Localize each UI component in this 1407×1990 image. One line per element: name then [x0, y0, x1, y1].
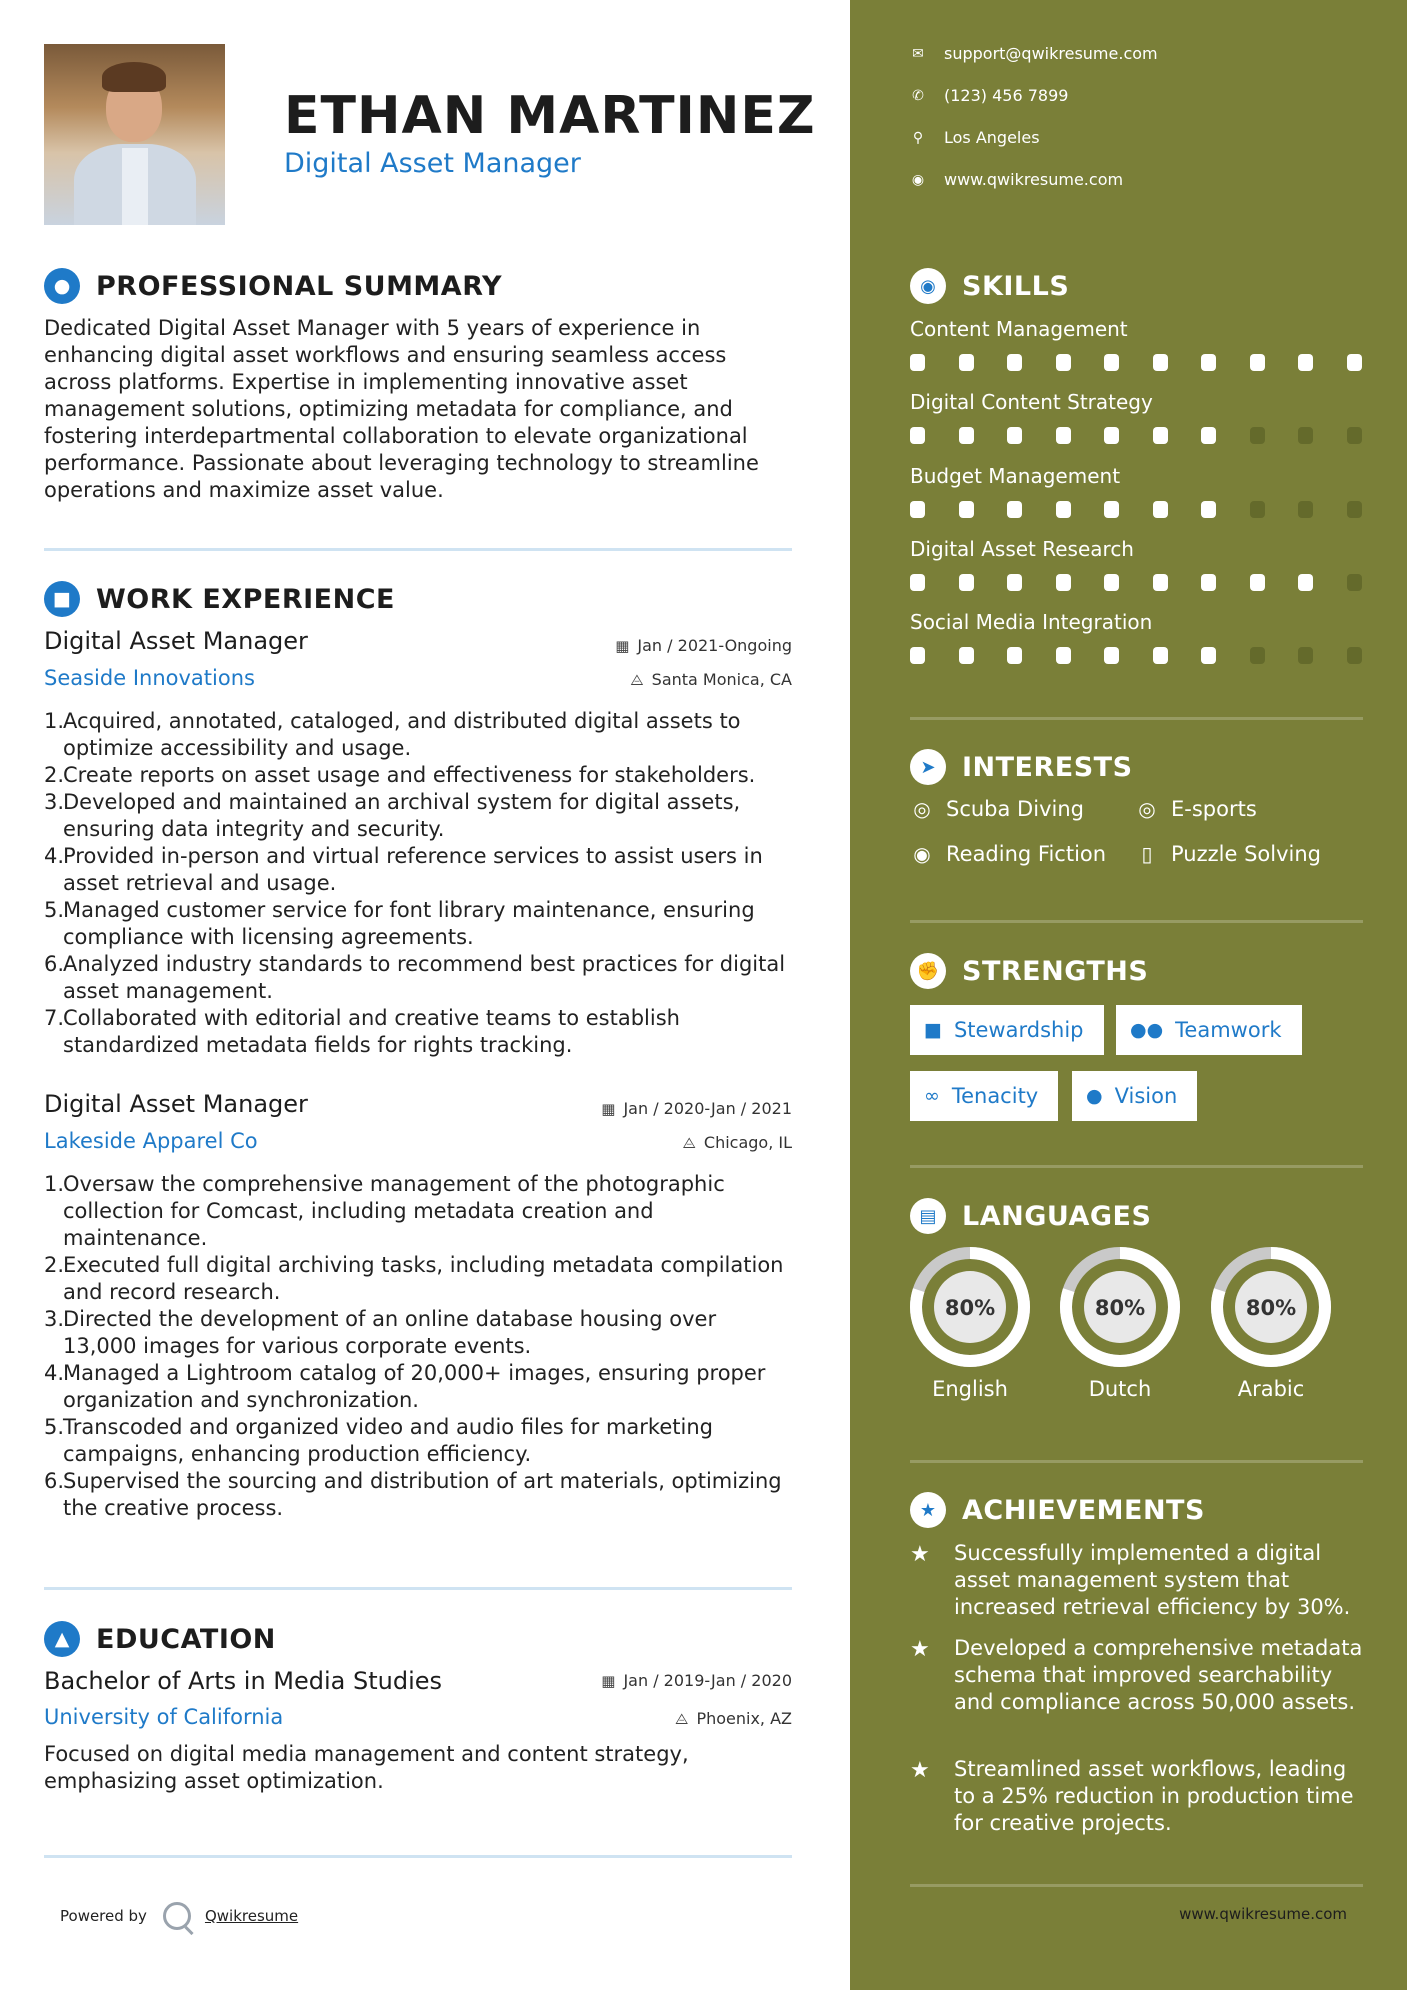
language-name: English: [932, 1377, 1008, 1401]
interests-title: INTERESTS: [962, 751, 1133, 783]
language-ring: [1209, 1245, 1333, 1369]
skills-title: SKILLS: [962, 270, 1070, 302]
job-dates-text: Jan / 2021-Ongoing: [637, 636, 792, 655]
skill-rating: [910, 427, 1395, 444]
divider: [910, 1884, 1363, 1887]
language-percent: 80%: [1094, 1296, 1146, 1320]
list-item: 6. Analyzed industry standards to recommend best practices for digital asset management.: [44, 952, 786, 1003]
skill-dot: [1201, 354, 1216, 371]
interest-label: Scuba Diving: [946, 797, 1084, 821]
skill-dot: [1347, 354, 1362, 371]
achievements-title: ACHIEVEMENTS: [962, 1494, 1205, 1526]
user-icon: ●: [44, 268, 80, 304]
qwikresume-link[interactable]: Qwikresume: [204, 1907, 299, 1925]
achievement-text: Successfully implemented a digital asset management system that increased retrieval efficiency by 30%.: [954, 1541, 1351, 1619]
list-item: 3. Directed the development of an online database housing over 13,000 images for various corporate events.: [44, 1307, 717, 1358]
language-item: [1209, 1245, 1333, 1401]
experience-title: WORK EXPERIENCE: [96, 583, 395, 615]
powered-by: [60, 1902, 298, 1930]
skill-dot: [1250, 354, 1265, 371]
calendar-icon: ▦: [601, 1671, 616, 1690]
skill-dot: [959, 354, 974, 371]
skill-dot: [1007, 647, 1022, 664]
job-location-text: Chicago, IL: [703, 1133, 792, 1152]
pin-icon: ⨺: [675, 1709, 689, 1728]
skill-dot: [1250, 427, 1265, 444]
divider: [910, 1460, 1363, 1463]
skill-name: Social Media Integration: [910, 610, 1153, 634]
job-duties-list: [44, 1171, 794, 1522]
skill-dot: [959, 647, 974, 664]
achievements-heading: [910, 1492, 1205, 1528]
strength-chip: [1072, 1071, 1197, 1121]
skill-dot: [1104, 354, 1119, 371]
skill-dot: [1056, 354, 1071, 371]
list-item: 5. Transcoded and organized video and audio files for marketing campaigns, enhancing production efficiency.: [44, 1415, 713, 1466]
star-icon: ★: [910, 1758, 930, 1783]
binoculars-icon: ●: [1086, 1085, 1103, 1107]
skill-dot: [1007, 501, 1022, 518]
skill-name: Digital Content Strategy: [910, 390, 1153, 414]
strength-label: Stewardship: [953, 1018, 1084, 1042]
skill-dot: [1298, 647, 1313, 664]
skill-dot: [1347, 501, 1362, 518]
star-icon: ★: [910, 1542, 930, 1567]
contact-phone: [910, 86, 1068, 105]
contact-location-text: Los Angeles: [944, 128, 1040, 147]
book-icon: ▯: [1141, 842, 1153, 866]
experience-heading: [44, 581, 395, 617]
job-title: Digital Asset Manager: [44, 627, 308, 655]
strength-chip: [910, 1005, 1104, 1055]
divider: [44, 1587, 792, 1590]
candidate-role: Digital Asset Manager: [284, 148, 581, 179]
skill-dot: [959, 574, 974, 591]
skill-dot: [1298, 427, 1313, 444]
divider: [910, 1165, 1363, 1168]
list-item: 3. Developed and maintained an archival system for digital assets, ensuring data integrity and security.: [44, 790, 741, 841]
interest-item: [910, 797, 1084, 821]
achievement-item: [910, 1635, 1370, 1716]
skill-dot: [1250, 501, 1265, 518]
divider: [44, 1855, 792, 1858]
school-name: University of California: [44, 1705, 284, 1729]
skill-rating: [910, 647, 1395, 664]
job-dates: [615, 636, 792, 655]
list-item: 2. Create reports on asset usage and effectiveness for stakeholders.: [44, 763, 756, 787]
skill-dot: [1298, 501, 1313, 518]
job-location-text: Santa Monica, CA: [651, 670, 792, 689]
fist-icon: ✊: [910, 953, 946, 989]
job-dates-text: Jan / 2020-Jan / 2021: [623, 1099, 792, 1118]
achievement-item: [910, 1756, 1370, 1837]
divider: [44, 548, 792, 551]
skill-dot: [959, 501, 974, 518]
life-ring-icon: ◎: [913, 797, 931, 821]
skill-dot: [910, 647, 925, 664]
job-location: [630, 670, 792, 689]
skill-dot: [1007, 427, 1022, 444]
calendar-icon: ▦: [615, 636, 630, 655]
pin-icon: ⨺: [682, 1133, 696, 1152]
list-item: 4. Provided in-person and virtual reference services to assist users in asset retrieval and usage.: [44, 844, 763, 895]
skill-dot: [1056, 501, 1071, 518]
pin-icon: ⨺: [630, 670, 644, 689]
job-company: Lakeside Apparel Co: [44, 1129, 258, 1153]
envelope-icon: ✉: [912, 45, 924, 62]
achievement-item: [910, 1540, 1370, 1621]
skill-rating: [910, 574, 1395, 591]
star-icon: ★: [910, 1637, 930, 1662]
skills-heading: [910, 268, 1069, 304]
job-location: [683, 1133, 793, 1152]
skill-dot: [1298, 574, 1313, 591]
strength-label: Tenacity: [951, 1084, 1039, 1108]
powered-by-label: Powered by: [60, 1907, 147, 1925]
skill-dot: [1250, 574, 1265, 591]
briefcase-icon: ■: [924, 1019, 942, 1041]
skill-dot: [910, 574, 925, 591]
skill-dot: [1153, 354, 1168, 371]
list-item: 4. Managed a Lightroom catalog of 20,000+ images, ensuring proper organization and synchronization.: [44, 1361, 766, 1412]
strength-chip: [1116, 1005, 1302, 1055]
degree-title: Bachelor of Arts in Media Studies: [44, 1667, 443, 1695]
skill-dot: [910, 501, 925, 518]
skill-dot: [1201, 427, 1216, 444]
list-item: 7. Collaborated with editorial and creative teams to establish standardized metadata fields for rights tracking.: [44, 1006, 680, 1057]
language-percent: 80%: [944, 1296, 996, 1320]
skill-rating: [910, 501, 1395, 518]
list-item: 5. Managed customer service for font library maintenance, ensuring compliance with licensing agreements.: [44, 898, 755, 949]
achievement-text: Streamlined asset workflows, leading to a 25% reduction in production time for creative projects.: [954, 1757, 1354, 1835]
skill-dot: [1250, 647, 1265, 664]
contact-website-text: www.qwikresume.com: [944, 170, 1124, 189]
skill-dot: [1056, 427, 1071, 444]
skill-dot: [1347, 574, 1362, 591]
summary-title: PROFESSIONAL SUMMARY: [96, 270, 503, 302]
skill-dot: [1298, 354, 1313, 371]
skill-dot: [1104, 501, 1119, 518]
job-duties-list: [44, 708, 794, 1059]
job-company: Seaside Innovations: [44, 666, 255, 690]
contact-email[interactable]: [910, 44, 1158, 63]
languages-title: LANGUAGES: [962, 1200, 1152, 1232]
paper-plane-icon: ➤: [910, 749, 946, 785]
interest-item: [1135, 797, 1257, 821]
lightbulb-icon: ◉: [910, 268, 946, 304]
footer-website[interactable]: www.qwikresume.com: [1179, 1905, 1347, 1923]
users-icon: ●●: [1130, 1019, 1164, 1041]
briefcase-icon: ■: [44, 581, 80, 617]
language-item: [908, 1245, 1032, 1401]
education-dates: [601, 1671, 792, 1690]
skill-dot: [1153, 647, 1168, 664]
gamepad-icon: ◉: [913, 842, 931, 866]
skill-name: Digital Asset Research: [910, 537, 1134, 561]
skill-dot: [1201, 574, 1216, 591]
qwikresume-logo-icon: [163, 1902, 191, 1930]
interest-label: Reading Fiction: [946, 842, 1107, 866]
language-name: Arabic: [1237, 1377, 1305, 1401]
candidate-name: ETHAN MARTINEZ: [284, 86, 816, 146]
skill-dot: [1056, 647, 1071, 664]
skill-dot: [1007, 574, 1022, 591]
skill-dot: [1153, 574, 1168, 591]
skill-dot: [1153, 501, 1168, 518]
skill-name: Content Management: [910, 317, 1128, 341]
list-item: 2. Executed full digital archiving tasks, including metadata compilation and record research.: [44, 1253, 784, 1304]
life-ring-icon: ◎: [1138, 797, 1156, 821]
divider: [910, 717, 1363, 720]
list-item: 1. Acquired, annotated, cataloged, and distributed digital assets to optimize accessibility and usage.: [44, 709, 741, 760]
map-marker-icon: ⚲: [912, 129, 924, 146]
strength-label: Teamwork: [1175, 1018, 1282, 1042]
skill-name: Budget Management: [910, 464, 1121, 488]
language-item: [1058, 1245, 1182, 1401]
list-item: 6. Supervised the sourcing and distribution of art materials, optimizing the creative process.: [44, 1469, 782, 1520]
strength-label: Vision: [1114, 1084, 1178, 1108]
interest-label: Puzzle Solving: [1171, 842, 1321, 866]
skill-dot: [1104, 427, 1119, 444]
strengths-heading: [910, 953, 1148, 989]
contact-phone-text: (123) 456 7899: [944, 86, 1069, 105]
language-ring: [1058, 1245, 1182, 1369]
skill-dot: [1347, 647, 1362, 664]
language-percent: 80%: [1245, 1296, 1297, 1320]
education-location-text: Phoenix, AZ: [696, 1709, 792, 1728]
contact-location: [910, 128, 1040, 147]
skill-dot: [1347, 427, 1362, 444]
education-location: [675, 1709, 792, 1728]
education-title: EDUCATION: [96, 1623, 276, 1655]
profile-photo: [44, 44, 225, 225]
star-icon: ★: [910, 1492, 946, 1528]
skill-dot: [1056, 574, 1071, 591]
skill-dot: [1104, 647, 1119, 664]
language-ring: [908, 1245, 1032, 1369]
sidebar: [850, 0, 1407, 1990]
strengths-title: STRENGTHS: [962, 955, 1149, 987]
strength-chip: [910, 1071, 1058, 1121]
graduation-cap-icon: ▲: [44, 1621, 80, 1657]
phone-icon: ✆: [912, 87, 924, 104]
skill-dot: [910, 354, 925, 371]
calendar-icon: ▦: [601, 1099, 616, 1118]
contact-website[interactable]: [910, 170, 1123, 189]
language-name: Dutch: [1088, 1377, 1152, 1401]
skill-dot: [1104, 574, 1119, 591]
skill-dot: [959, 427, 974, 444]
skill-rating: [910, 354, 1395, 371]
language-icon: ▤: [910, 1198, 946, 1234]
link-icon: ∞: [924, 1085, 940, 1107]
achievement-text: Developed a comprehensive metadata schema that improved searchability and compliance across 50,000 assets.: [954, 1636, 1363, 1714]
interest-label: E-sports: [1171, 797, 1257, 821]
education-dates-text: Jan / 2019-Jan / 2020: [623, 1671, 792, 1690]
skill-dot: [1153, 427, 1168, 444]
divider: [910, 920, 1363, 923]
contact-email-text: support@qwikresume.com: [944, 44, 1158, 63]
job-title: Digital Asset Manager: [44, 1090, 308, 1118]
languages-heading: [910, 1198, 1151, 1234]
interests-heading: [910, 749, 1133, 785]
education-heading: [44, 1621, 276, 1657]
skill-dot: [910, 427, 925, 444]
summary-heading: [44, 268, 502, 304]
summary-text: Dedicated Digital Asset Manager with 5 years of experience in enhancing digital asset workflows and ensuring seamless access across platforms. Expertise in implementing innovative asset management solutions, optimizing metadata for compliance, and fostering interdepartmental collaboration to elevate organizational performance. Passionate about leveraging technology to streamline operations and maximize asset value.: [44, 316, 759, 502]
skill-dot: [1201, 501, 1216, 518]
job-dates: [601, 1099, 792, 1118]
interest-item: [1135, 842, 1321, 866]
skill-dot: [1007, 354, 1022, 371]
education-text: Focused on digital media management and content strategy, emphasizing asset optimization.: [44, 1742, 689, 1793]
list-item: 1. Oversaw the comprehensive management of the photographic collection for Comcast, including metadata creation and maintenance.: [44, 1172, 725, 1250]
globe-icon: ◉: [911, 171, 925, 188]
skill-dot: [1201, 647, 1216, 664]
interest-item: [910, 842, 1106, 866]
